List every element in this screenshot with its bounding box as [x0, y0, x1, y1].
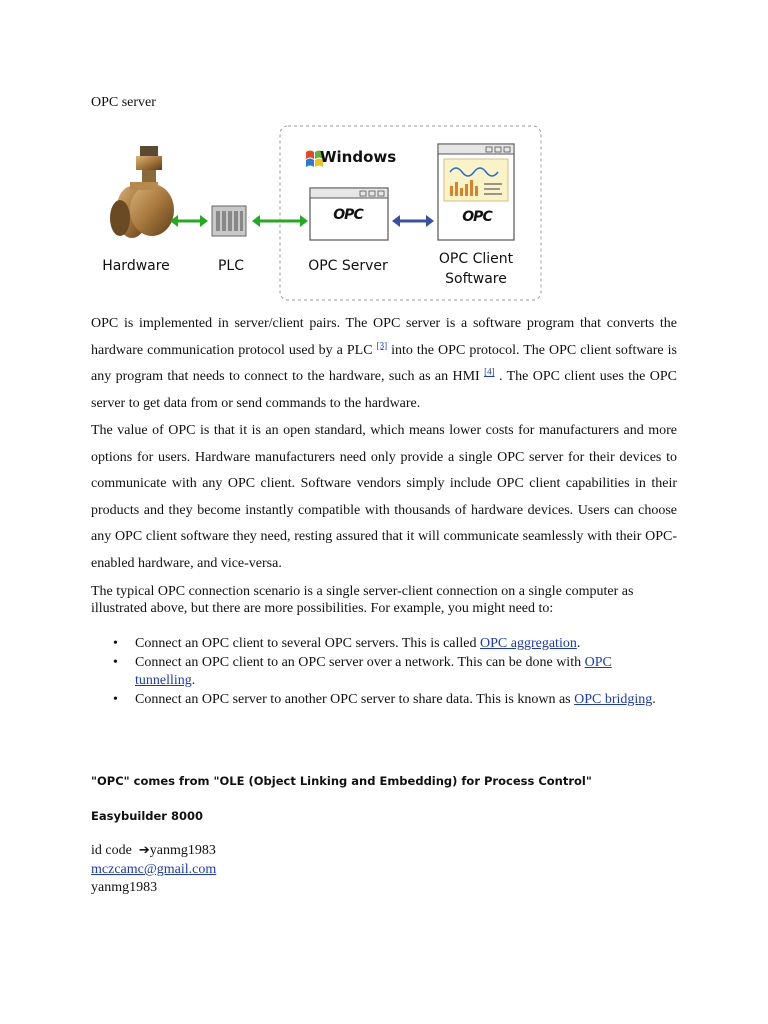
opc-client-logo: OPC — [462, 209, 492, 225]
paragraph-opc-value: The value of OPC is that it is an open standard, which means lower costs for manufacturers and more options for users. Hardware manufacturers need only provide a single OPC server for their devices to communicate with any OPC client. Software vendors simply include OPC client capabilities in their products and they become instantly compatible with thousands of hardware devices. Users can choose any OPC client software they need, resting assured that it will communicate seamlessly with their OPC-enabled hardware, and vice-versa. — [91, 423, 677, 571]
arrow-hardware-plc — [170, 215, 208, 227]
list-item-end: . — [576, 636, 581, 651]
document-title: OPC server — [91, 95, 156, 110]
id-code-line — [91, 843, 216, 859]
arrow-right-icon: ➔ — [138, 843, 150, 858]
plc-label: PLC — [217, 258, 245, 274]
para1-text-1: OPC is implemented in server/client pairs. The OPC server is a software program that converts the hardware communication protocol used by a PLC — [91, 316, 677, 358]
arrow-server-client — [392, 215, 434, 227]
email-link[interactable]: mczcamc@gmail.com — [91, 862, 217, 877]
username-text: yanmg1983 — [91, 880, 158, 895]
opc-client-label-line1: OPC Client — [438, 251, 514, 267]
ole-definition-note: "OPC" comes from "OLE (Object Linking and Embedding) for Process Control" — [91, 774, 592, 788]
id-code-label: id code — [91, 843, 139, 858]
hardware-icon — [110, 146, 174, 238]
list-item-end: . — [191, 673, 196, 688]
para1-text-3: . The OPC client uses the OPC server to get data from or send commands to the hardware. — [91, 369, 678, 411]
paragraph-connection-scenario: The typical OPC connection scenario is a single server-client connection on a single computer as illustrated above, but there are more possibilities. For example, you might need to: — [91, 584, 634, 616]
reference-link-4[interactable]: [4] — [484, 366, 495, 377]
opc-bridging-link[interactable]: OPC bridging — [574, 692, 653, 707]
opc-server-logo: OPC — [333, 207, 363, 223]
reference-link-3[interactable]: [3] — [376, 339, 388, 350]
opc-client-label-line2: Software — [445, 271, 507, 287]
paragraph-opc-implementation — [91, 311, 677, 417]
list-item-end: . — [652, 692, 656, 707]
easybuilder-heading: Easybuilder 8000 — [91, 809, 203, 823]
list-item-text: Connect an OPC client to several OPC servers. This is called — [135, 636, 481, 651]
hardware-label: Hardware — [102, 258, 170, 274]
bullet-icon: • — [113, 655, 118, 670]
opc-architecture-diagram — [90, 122, 550, 304]
bullet-icon: • — [113, 636, 118, 651]
list-item — [113, 635, 673, 653]
opc-server-label: OPC Server — [308, 258, 388, 274]
id-code-value: yanmg1983 — [149, 843, 216, 858]
list-item — [113, 654, 673, 690]
list-item-text: Connect an OPC server to another OPC server to share data. This is known as — [135, 692, 575, 707]
list-item-text: Connect an OPC client to an OPC server over a network. This can be done with — [135, 655, 585, 670]
plc-icon — [212, 206, 246, 236]
opc-tunnelling-link[interactable]: OPC tunnelling — [135, 655, 612, 688]
list-item — [113, 691, 673, 709]
connection-options-list — [113, 635, 673, 710]
para1-text-2: into the OPC protocol. The OPC client software is any program that needs to connect to the hardware, such as an HMI — [91, 342, 677, 385]
bullet-icon: • — [113, 692, 118, 707]
opc-aggregation-link[interactable]: OPC aggregation — [480, 636, 577, 651]
windows-label: Windows — [320, 148, 397, 166]
